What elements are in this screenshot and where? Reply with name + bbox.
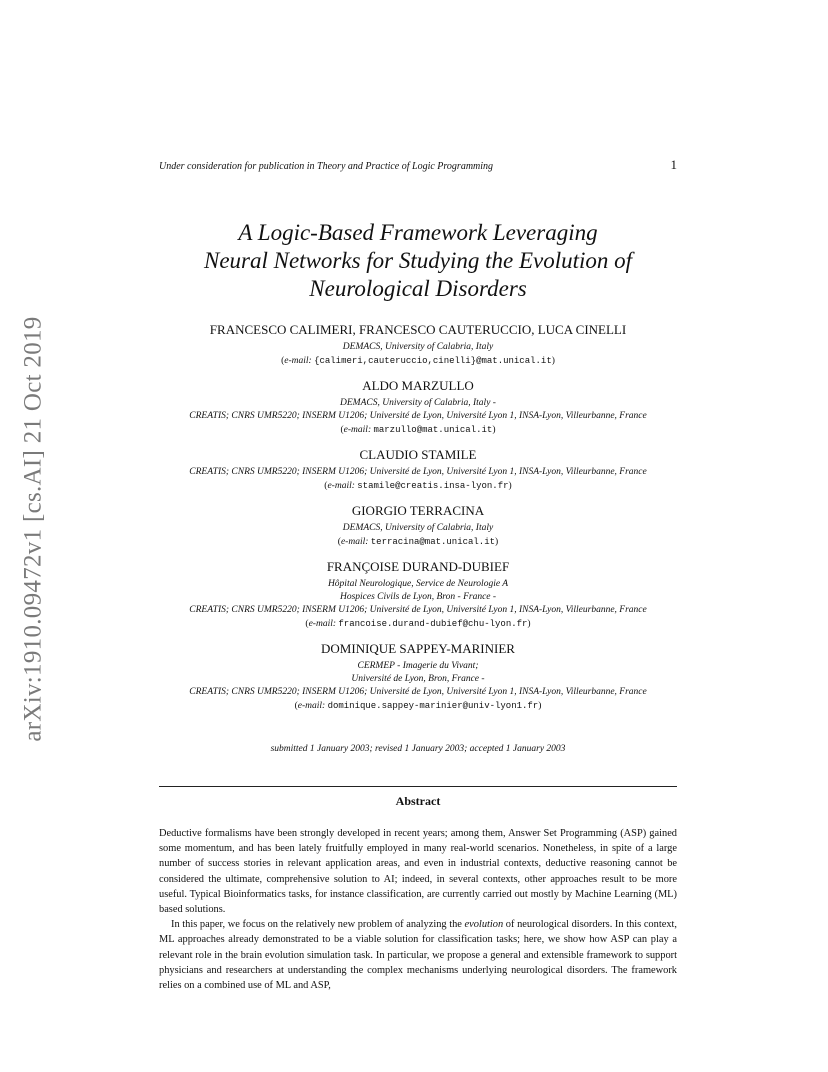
- author-name: GIORGIO TERRACINA: [351, 503, 485, 518]
- email-label: e-mail:: [297, 701, 326, 711]
- affiliation: CREATIS; CNRS UMR5220; INSERM U1206; Université de Lyon, Université Lyon 1, INSA-Lyon, Villeurbanne, France: [189, 411, 647, 421]
- affiliation: DEMACS, University of Calabria, Italy -: [340, 398, 496, 408]
- email-address[interactable]: stamile@creatis.insa-lyon.fr: [357, 481, 509, 491]
- emphasized-word: evolution: [464, 919, 504, 931]
- email-address[interactable]: marzullo@mat.unical.it: [373, 425, 493, 435]
- abstract-body: [159, 826, 677, 993]
- abstract-heading: Abstract: [395, 794, 441, 808]
- email-line: (e-mail: dominique.sappey-marinier@univ-lyon1.fr): [294, 701, 542, 711]
- abstract-paragraph: Deductive formalisms have been strongly developed in recent years; among them, Answer Set Programming (ASP) gained some momentum, and has been lately fruitfully employed in many real-world scenarios. Nonetheless, in spite of a large number of success stories in relevant application areas, and even in industrial contexts, deductive reasoning cannot be considered the ultimate, comprehensive solution to AI; indeed, in several contexts, other approaches result to be more useful. Typical Bioinformatics tasks, for instance classification, are currently carried out mostly by Machine Learning (ML) based solutions.: [159, 828, 677, 916]
- email-label: e-mail:: [327, 481, 355, 491]
- email-label: e-mail:: [308, 619, 337, 629]
- journal-name: Under consideration for publication in Theory and Practice of Logic Programming: [159, 161, 494, 172]
- running-header: [159, 157, 677, 173]
- email-address[interactable]: {calimeri,cauteruccio,cinelli}@mat.unical.it: [314, 356, 552, 366]
- email-label: e-mail:: [340, 537, 369, 547]
- abstract-text: of neurological disorders. In this context, ML approaches already demonstrated to be a viable solution for classification tasks; here, we show how ASP can play a relevant role in the brain evolution simulation task. In particular, we propose a general and extensible framework to support physicians and researchers at understanding the complex mechanisms underlying neurological disorders. The framework relies on a combined use of ML and ASP,: [159, 919, 677, 992]
- author-block: [120, 322, 716, 368]
- affiliation: Université de Lyon, Bron, France -: [351, 674, 485, 684]
- author-name: FRANCESCO CALIMERI, FRANCESCO CAUTERUCCIO, LUCA CINELLI: [209, 322, 627, 337]
- affiliation: Hôpital Neurologique, Service de Neurologie A: [327, 579, 509, 589]
- email-line: (e-mail: {calimeri,cauteruccio,cinelli}@mat.unical.it): [281, 356, 555, 366]
- author-block: [120, 503, 716, 549]
- author-name: FRANÇOISE DURAND-DUBIEF: [326, 559, 510, 574]
- affiliation: DEMACS, University of Calabria, Italy: [342, 342, 494, 352]
- affiliation: DEMACS, University of Calabria, Italy: [342, 523, 494, 533]
- email-label: e-mail:: [284, 356, 312, 366]
- affiliation: CREATIS; CNRS UMR5220; INSERM U1206; Université de Lyon, Université Lyon 1, INSA-Lyon, Villeurbanne, France: [189, 687, 647, 697]
- author-list: [120, 322, 716, 723]
- affiliation: CERMEP - Imagerie du Vivant;: [357, 661, 479, 671]
- email-line: (e-mail: marzullo@mat.unical.it): [340, 425, 496, 435]
- email-label: e-mail:: [343, 425, 372, 435]
- title-line: Neurological Disorders: [309, 276, 527, 301]
- arxiv-side-stamp: [14, 296, 54, 762]
- submission-dates: submitted 1 January 2003; revised 1 January 2003; accepted 1 January 2003: [270, 744, 566, 754]
- author-name: CLAUDIO STAMILE: [359, 447, 477, 462]
- email-line: (e-mail: terracina@mat.unical.it): [337, 537, 499, 547]
- author-block: [120, 447, 716, 493]
- author-block: [120, 641, 716, 713]
- author-name: DOMINIQUE SAPPEY-MARINIER: [321, 641, 515, 656]
- abstract-paragraph: [159, 917, 677, 993]
- affiliation: CREATIS; CNRS UMR5220; INSERM U1206; Université de Lyon, Université Lyon 1, INSA-Lyon, Villeurbanne, France: [189, 467, 647, 477]
- email-address[interactable]: francoise.durand-dubief@chu-lyon.fr: [338, 619, 528, 629]
- paper-title: [159, 219, 677, 303]
- affiliation: CREATIS; CNRS UMR5220; INSERM U1206; Université de Lyon, Université Lyon 1, INSA-Lyon, Villeurbanne, France: [189, 605, 647, 615]
- title-line: Neural Networks for Studying the Evolution of: [203, 248, 633, 273]
- affiliation: Hospices Civils de Lyon, Bron - France -: [339, 592, 497, 602]
- page-number: 1: [670, 157, 677, 172]
- email-line: (e-mail: francoise.durand-dubief@chu-lyon.fr): [305, 619, 531, 629]
- email-line: (e-mail: stamile@creatis.insa-lyon.fr): [324, 481, 512, 491]
- email-address[interactable]: terracina@mat.unical.it: [370, 537, 496, 547]
- arxiv-identifier: arXiv:1910.09472v1 [cs.AI] 21 Oct 2019: [20, 316, 47, 742]
- abstract-rule: [159, 786, 677, 787]
- email-address[interactable]: dominique.sappey-marinier@univ-lyon1.fr: [327, 701, 539, 711]
- author-name: ALDO MARZULLO: [362, 378, 474, 393]
- author-block: [120, 378, 716, 437]
- title-line: A Logic-Based Framework Leveraging: [238, 220, 598, 245]
- author-block: [120, 559, 716, 631]
- abstract-text: In this paper, we focus on the relatively new problem of analyzing the: [171, 919, 465, 931]
